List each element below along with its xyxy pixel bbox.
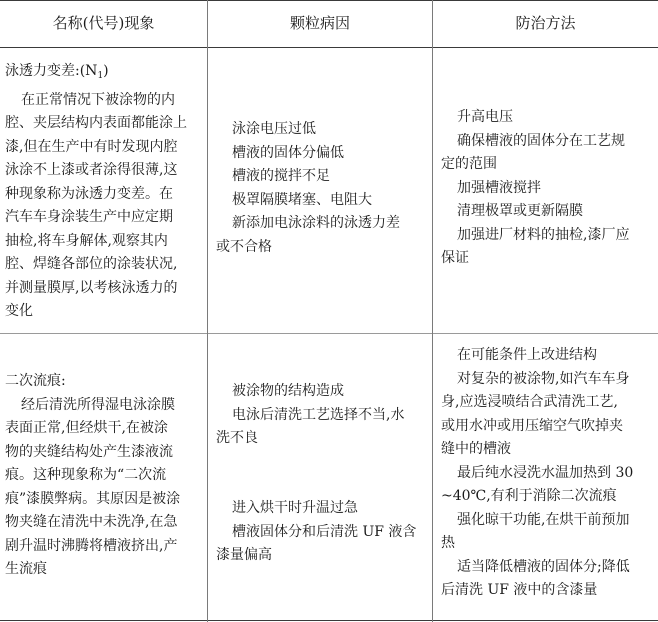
row2-cause-cell-b xyxy=(216,497,428,568)
header-divider xyxy=(0,47,658,48)
row2-method-line: 最后纯水浸洗水温加热到 30 xyxy=(457,464,634,481)
row1-desc-line: 泳涂不上漆或者涂得很薄,这 xyxy=(5,162,178,178)
row2-cause-line: 漆量偏高 xyxy=(216,547,272,563)
row1-method-line: 加强进厂材料的抽检,漆厂应 xyxy=(457,226,630,243)
row1-method-cell xyxy=(441,106,655,271)
row2-desc-line: 剧升温时沸腾将槽液挤出,产 xyxy=(5,537,178,554)
row2-desc-line: 物夹缝在清洗中未洗净,在急 xyxy=(5,514,178,530)
row1-cause-cell xyxy=(216,118,428,259)
row1-method-line: 升高电压 xyxy=(457,109,513,125)
row2-method-line: 强化晾干功能,在烘干前预加 xyxy=(457,511,630,528)
row1-title: 泳透力变差$:(N_1)$ xyxy=(5,63,109,81)
row1-desc-line: 汽车车身涂装生产中应定期 xyxy=(5,209,173,225)
row2-desc-line: 经后清洗所得湿电泳涂膜 xyxy=(21,396,175,413)
row1-desc-line: 并测量膜厚,以考核泳透力的 xyxy=(5,279,178,296)
row2-cause-line: 进入烘干时升温过急 xyxy=(232,500,358,516)
row2-cause-line: 槽液固体分和后清洗 UF 液含 xyxy=(232,523,417,540)
row2-cause-line: 电泳后清洗工艺选择不当,水 xyxy=(232,406,405,423)
row1-cause-line: 或不合格 xyxy=(216,238,272,255)
row2-method-line: 缝中的槽液 xyxy=(441,441,511,457)
column-divider-1 xyxy=(207,0,208,622)
row2-desc-line: 痕”漆膜弊病。其原因是被涂 xyxy=(5,490,181,507)
column-divider-2 xyxy=(432,0,433,622)
row1-name-cell xyxy=(5,60,203,324)
row1-desc-line: 抽检,将车身解体,观察其内 xyxy=(5,232,168,249)
row1-desc-line: 在正常情况下被涂物的内 xyxy=(21,91,175,108)
row2-method-line: 在可能条件上改进结构 xyxy=(457,347,597,363)
table-top-border xyxy=(0,0,658,1)
row2-desc-line: 物的夹缝结构处产生漆液流 xyxy=(5,443,173,460)
row1-cause-line: 新添加电泳涂料的泳透力差 xyxy=(232,215,400,231)
row2-method-line: 身,应选浸喷结合武清洗工艺, xyxy=(441,394,618,410)
row2-desc-line: 生流痕 xyxy=(5,561,47,577)
row2-method-line: 热 xyxy=(441,535,455,551)
row1-desc-line: 变化 xyxy=(5,303,33,319)
row2-title: 二次流痕: xyxy=(5,373,66,389)
row2-name-cell xyxy=(5,370,203,582)
row1-desc-line: 腔、焊缝各部位的涂装状况, xyxy=(5,256,178,272)
header-cause: 颗粒病因 xyxy=(289,14,350,32)
row1-desc-line: 腔、夹层结构内表面都能涂上 xyxy=(5,115,187,131)
row1-cause-line: 极罩隔膜堵塞、电阻大 xyxy=(232,191,372,208)
row2-method-cell xyxy=(441,344,655,603)
header-method: 防治方法 xyxy=(515,14,576,32)
row1-cause-line: 槽液的搅拌不足 xyxy=(232,168,330,184)
row1-method-line: 确保槽液的固体分在工艺规 xyxy=(457,132,625,149)
row1-method-line: 加强槽液搅拌 xyxy=(457,179,541,196)
row1-method-line: 保证 xyxy=(441,250,469,266)
row1-cause-line: 泳涂电压过低 xyxy=(232,121,316,137)
row2-cause-line: 被涂物的结构造成 xyxy=(232,383,344,399)
row2-method-line: 或用水冲或用压缩空气吹掉夹 xyxy=(441,417,623,434)
row1-desc-line: 漆,但在生产中有时发现内腔 xyxy=(5,138,178,155)
row2-cause-line: 洗不良 xyxy=(216,430,258,446)
row2-cause-cell-a xyxy=(216,380,428,451)
row-divider xyxy=(0,333,658,334)
header-name: 名称(代号)现象 xyxy=(52,14,155,32)
row2-method-line: 后清洗 UF 液中的含漆量 xyxy=(441,582,598,598)
row2-method-line: ~40℃,有利于消除二次流痕 xyxy=(441,488,617,504)
row2-method-line: 对复杂的被涂物,如汽车车身 xyxy=(457,370,630,387)
row1-cause-line: 槽液的固体分偏低 xyxy=(232,144,344,161)
row1-method-line: 定的范围 xyxy=(441,156,497,172)
row1-method-line: 清理极罩或更新隔膜 xyxy=(457,203,583,219)
row2-desc-line: 痕。这种现象称为“二次流 xyxy=(5,467,167,483)
row2-method-line: 适当降低槽液的固体分;降低 xyxy=(457,558,630,575)
row1-desc-line: 种现象称为泳透力变差。在 xyxy=(5,185,173,202)
table-bottom-border xyxy=(0,620,658,621)
row2-desc-line: 表面正常,但经烘干,在被涂 xyxy=(5,420,168,436)
